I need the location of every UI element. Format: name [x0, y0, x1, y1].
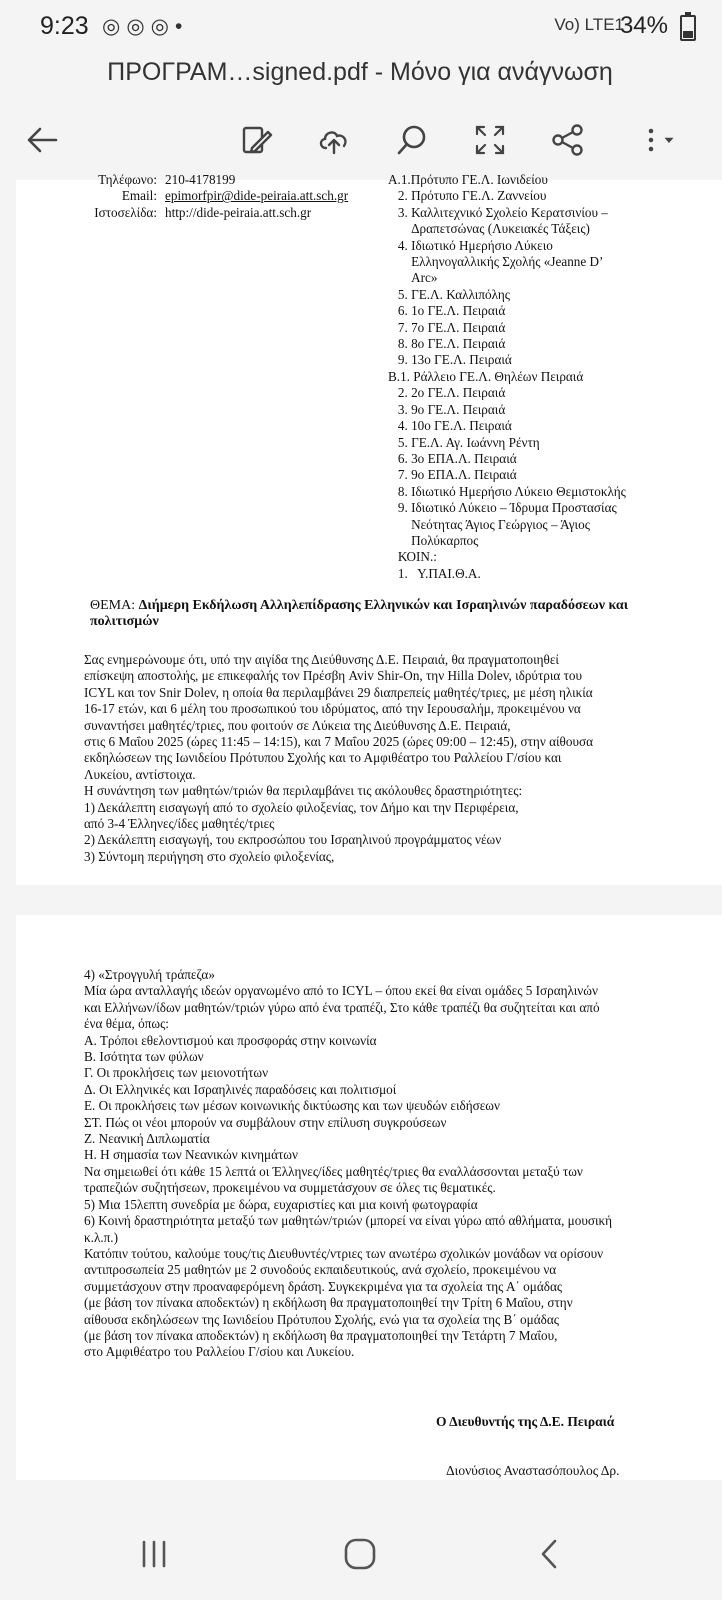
recipient-line: 2. Πρότυπο ΓΕ.Λ. Ζαννείου	[388, 188, 547, 204]
body-line: ένα θέμα, όπως:	[84, 1016, 169, 1032]
contact-email: Email: epimorfpir@dide-peiraia.att.sch.gr	[121, 188, 349, 204]
back-nav-icon[interactable]	[520, 1526, 580, 1582]
home-icon[interactable]	[330, 1526, 390, 1582]
body-line: Σας ενημερώνουμε ότι, υπό την αιγίδα της Διεύθυνσης Δ.Ε. Πειραιά, θα πραγματοποιηθεί	[84, 652, 559, 667]
page2-body	[84, 967, 684, 1361]
body-line: Δ. Οι Ελληνικές και Ισραηλινές παραδόσεις και πολιτισμοί	[84, 1081, 397, 1097]
recent-apps-icon[interactable]	[124, 1526, 184, 1582]
navigation-bar	[0, 1510, 720, 1600]
subject-text: Διήμερη Εκδήλωση Αλληλεπίδρασης Ελληνικών και Ισραηλινών παραδόσεων και πολιτισμών	[90, 598, 629, 630]
toolbar	[0, 102, 720, 180]
pdf-page-2[interactable]	[16, 915, 722, 1480]
recipient-line: 9. Ιδιωτικό Λύκειο – Ίδρυμα Προστασίας	[388, 500, 617, 516]
share-upload-icon[interactable]	[310, 116, 358, 164]
battery-icon	[680, 15, 696, 41]
body-line: αίθουσα εκδηλώσεων της Ιωνιδείου Πρότυπου Σχολής, ενώ για τα σχολεία της Β΄ ομάδας	[84, 1311, 559, 1327]
body-line: ICYL και τον Snir Dolev, η οποία θα περιλαμβάνει 29 διαπρεπείς μαθητές/τριες, με μέση ηλικία	[84, 684, 593, 700]
recipient-line: B.1. Ράλλειο ΓΕ.Λ. Θηλέων Πειραιά	[388, 368, 584, 384]
pdf-page-1[interactable]	[16, 172, 722, 885]
recipient-list	[388, 172, 708, 582]
recipient-line: 1. Υ.ΠΑΙ.Θ.Α.	[388, 565, 481, 581]
recipient-line: 8. 8ο ΓΕ.Λ. Πειραιά	[388, 336, 506, 352]
recipient-line: 6. 1ο ΓΕ.Λ. Πειραιά	[388, 303, 506, 319]
battery-percent: 34%	[619, 12, 668, 39]
body-line: από 3-4 Έλληνες/ίδες μαθητές/τριες	[84, 816, 275, 832]
signer-name: Διονύσιος Αναστασόπουλος Δρ.	[446, 1463, 620, 1478]
body-line: 5) Μια 15λεπτη συνεδρία με δώρα, ευχαριστίες και μια κοινή φωτογραφία	[84, 1196, 478, 1212]
body-line: (με βάση τον πίνακα αποδεκτών) η εκδήλωση θα πραγματοποιηθεί την Τρίτη 6 Μαΐου, στην	[84, 1295, 573, 1311]
recipient-line: 7. 9ο ΕΠΑ.Λ. Πειραιά	[388, 467, 517, 483]
contact-website: Ιστοσελίδα: http://dide-peiraia.att.sch.gr	[94, 204, 312, 220]
body-line: ΣΤ. Πώς οι νέοι μπορούν να συμβάλουν στην επίλυση συγκρούσεων	[84, 1114, 447, 1130]
body-line: τραπεζιών συζητήσεων, προκειμένου να συμμετάσχουν σε όλες τις θεματικές.	[84, 1180, 496, 1196]
body-line: Ε. Οι προκλήσεις των μέσων κοινωνικής δικτύωσης και των ψευδών ειδήσεων	[84, 1098, 500, 1114]
recipient-line: Arc»	[388, 270, 438, 286]
contact-block	[61, 172, 381, 221]
recipient-line: 7. 7ο ΓΕ.Λ. Πειραιά	[388, 319, 506, 335]
title-bar	[0, 52, 720, 102]
recipient-line: 6. 3ο ΕΠΑ.Λ. Πειραιά	[388, 450, 517, 466]
body-line: 3) Σύντομη περιήγηση στο σχολείο φιλοξενίας,	[84, 848, 335, 864]
recipient-line: Δραπετσώνας (Λυκειακές Τάξεις)	[388, 221, 590, 237]
body-line: Λυκείου, αντίστοιχα.	[84, 766, 196, 782]
body-line: κ.λ.π.)	[84, 1229, 118, 1245]
contact-phone: Τηλέφωνο: 210-4178199	[98, 172, 236, 187]
recipient-line: 4. 10ο ΓΕ.Λ. Πειραιά	[388, 418, 512, 434]
body-line: 6) Κοινή δραστηριότητα μεταξύ των μαθητών/τριών (μπορεί να είναι γύρω από αθλήματα, μουσική	[84, 1213, 613, 1229]
search-icon[interactable]	[388, 116, 436, 164]
back-icon[interactable]	[18, 116, 66, 164]
body-line: επίσκεψη αποστολής, με επικεφαλής τον Πρέσβη Aviv Shir-On, την Hilla Dolev, ιδρύτρια του	[84, 668, 583, 684]
recipient-line: 4. Ιδιωτικό Ημερήσιο Λύκειο	[388, 237, 553, 253]
body-line: Γ. Οι προκλήσεις των μειονοτήτων	[84, 1065, 269, 1081]
subject-label: ΘΕΜΑ:	[90, 598, 139, 613]
chrome-notification-icons: ◎◎◎•	[102, 15, 189, 38]
body-line: 1) Δεκάλεπτη εισαγωγή από το σχολείο φιλοξενίας, τον Δήμο και την Περιφέρεια,	[84, 799, 519, 815]
body-line: και Ελλήνων/ίδων μαθητών/τριών γύρω από ένα τραπέζι, Στο κάθε τραπέζι θα συζητείται και από	[84, 999, 600, 1015]
body-line: Α. Τρόποι εθελοντισμού και προσφοράς στην κοινωνία	[84, 1032, 377, 1048]
body-line: Μία ώρα ανταλλαγής ιδεών οργανωμένο από το ICYL – όπου εκεί θα είναι ομάδες 5 Ισραηλινών	[84, 983, 598, 999]
body-line: Ζ. Νεανική Διπλωματία	[84, 1131, 210, 1147]
fullscreen-icon[interactable]	[466, 116, 514, 164]
status-time: 9:23	[40, 12, 89, 40]
body-line: (με βάση τον πίνακα αποδεκτών) η εκδήλωση θα πραγματοποιηθεί την Τετάρτη 7 Μαΐου,	[84, 1327, 558, 1343]
recipient-line: 5. ΓΕ.Λ. Καλλιπόλης	[388, 286, 510, 302]
body-line: Β. Ισότητα των φύλων	[84, 1049, 204, 1065]
status-bar	[0, 0, 720, 52]
body-line: συναντήσει μαθητές/τριες, που φοιτούν σε Λύκεια της Διεύθυνσης Δ.Ε. Πειραιά,	[84, 717, 511, 733]
body-line: Κατόπιν τούτου, καλούμε τους/τις Διευθυντές/ντριες των ανωτέρω σχολικών μονάδων να ορίσουν	[84, 1245, 604, 1261]
body-line: αντιπροσωπεία 25 μαθητών με 2 συνοδούς εκπαιδευτικούς, ανά σχολείο, προκειμένου να	[84, 1262, 557, 1278]
body-line: 4) «Στρογγυλή τράπεζα»	[84, 967, 215, 982]
recipient-line: A.1.Πρότυπο ΓΕ.Λ. Ιωνιδείου	[388, 172, 548, 187]
recipient-line: 8. Ιδιωτικό Ημερήσιο Λύκειο Θεμιστοκλής	[388, 483, 626, 499]
edit-icon[interactable]	[232, 116, 280, 164]
recipient-line: 3. Καλλιτεχνικό Σχολείο Κερατσινίου –	[388, 204, 608, 220]
recipient-line: ΚΟΙΝ.:	[388, 549, 437, 565]
body-line: στο Αμφιθέατρο του Ραλλείου Γ/σίου και Λυκείου.	[84, 1344, 355, 1360]
recipient-line: Νεότητας Άγιος Γεώργιος – Άγιος	[388, 516, 590, 532]
network-label: Vo) LTE1	[554, 15, 624, 34]
body-line: στις 6 Μαΐου 2025 (ώρες 11:45 – 14:15), και 7 Μαΐου 2025 (ώρες 09:00 – 12:45), στην αίθουσα	[84, 734, 593, 750]
body-line: Να σημειωθεί ότι κάθε 15 λεπτά οι Έλληνες/ίδες μαθητές/τριες θα εναλλάσσονται μεταξύ των	[84, 1163, 583, 1179]
body-line: Η συνάντηση των μαθητών/τριών θα περιλαμβάνει τις ακόλουθες δραστηριότητες:	[84, 783, 523, 799]
body-line: 2) Δεκάλεπτη εισαγωγή, του εκπροσώπου του Ισραηλινού προγράμματος νέων	[84, 832, 502, 848]
recipient-line: Ελληνογαλλικής Σχολής «Jeanne D’	[388, 254, 604, 270]
recipient-line: 2. 2ο ΓΕ.Λ. Πειραιά	[388, 385, 506, 401]
recipient-line: 5. ΓΕ.Λ. Αγ. Ιωάννη Ρέντη	[388, 434, 540, 450]
recipient-line: 9. 13ο ΓΕ.Λ. Πειραιά	[388, 352, 512, 368]
more-icon[interactable]	[630, 116, 690, 164]
share-icon[interactable]	[544, 116, 592, 164]
window-title: ΠΡΟΓΡΑΜ…signed.pdf - Μόνο για ανάγνωση	[107, 58, 613, 86]
recipient-line: 3. 9ο ΓΕ.Λ. Πειραιά	[388, 401, 506, 417]
recipient-line: Πολύκαρπος	[388, 532, 479, 548]
body-line: εκδηλώσεων της Ιωνιδείου Πρότυπου Σχολής και το Αμφιθέατρο του Ραλλείου Γ/σίου και	[84, 750, 562, 766]
subject-line	[90, 598, 650, 631]
signature-title: Ο Διευθυντής της Δ.Ε. Πειραιά	[436, 1414, 615, 1429]
body-line: συμμετάσχουν στην προαναφερόμενη δράση. Συγκεκριμένα για τα σχολεία της Α΄ ομάδας	[84, 1278, 563, 1294]
body-line: 16-17 ετών, και 6 μέλη του προσωπικού του ιδρύματος, από την Ιερουσαλήμ, προκειμένου να	[84, 701, 581, 717]
page1-body	[84, 652, 684, 865]
body-line: Η. Η σημασία των Νεανικών κινημάτων	[84, 1147, 298, 1163]
